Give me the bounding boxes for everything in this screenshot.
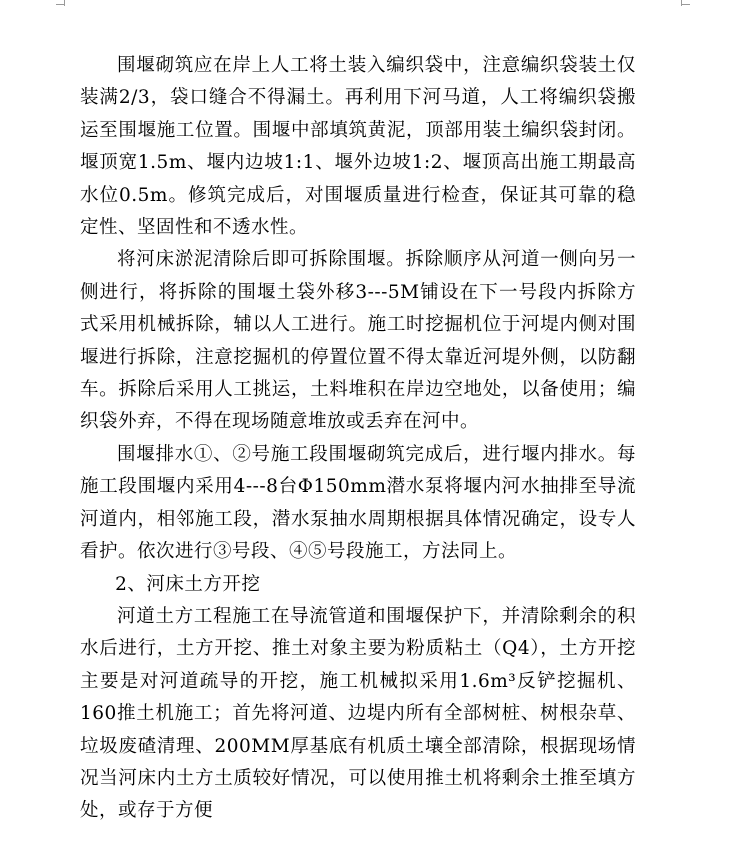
- paragraph-cofferdam-construction: 围堰砌筑应在岸上人工将土装入编织袋中，注意编织袋装土仅装满2/3，袋口缝合不得漏土。再利用下河马道，人工将编织袋搬运至围堰施工位置。围堰中部填筑黄泥，顶部用装土编织袋封闭。堰顶宽1.5m、堰内边坡1:1、堰外边坡1:2、堰顶高出施工期最高水位0.5m。修筑完成后，对围堰质量进行检查，保证其可靠的稳定性、坚固性和不透水性。: [80, 55, 636, 239]
- paragraph-cofferdam-drainage: 围堰排水①、②号施工段围堰砌筑完成后，进行堰内排水。每施工段围堰内采用4---8台Φ150mm潜水泵将堰内河水抽排至导流河道内，相邻施工段，潜水泵抽水周期根据具体情况确定，设专人看护。依次进行③号段、④⑤号段施工，方法同上。: [80, 443, 636, 563]
- paragraph-earthwork: 河道土方工程施工在导流管道和围堰保护下，并清除剩余的积水后进行，土方开挖、推土对象主要为粉质粘土（Q4），土方开挖主要是对河道疏导的开挖，施工机械拟采用1.6m³反铲挖掘机、160推土机施工；首先将河道、边堤内所有全部树桩、树根杂草、垃圾废碴清理、200MM厚基底有机质土壤全部清除，根据现场情况当河床内土方土质较好情况，可以使用推土机将剩余土推至填方处，或存于方便: [80, 605, 636, 822]
- crop-mark-right: [681, 0, 682, 6]
- crop-mark-left-h: [56, 4, 65, 5]
- crop-mark-right-h: [681, 4, 690, 5]
- section-heading: 2、河床土方开挖: [115, 573, 261, 595]
- document-body: [80, 50, 636, 828]
- paragraph-cofferdam-removal: 将河床淤泥清除后即可拆除围堰。拆除顺序从河道一侧向另一侧进行，将拆除的围堰土袋外移3---5M铺设在下一号段内拆除方式采用机械拆除，辅以人工进行。施工时挖掘机位于河堤内侧对围堰进行拆除，注意挖掘机的停置位置不得太靠近河堤外侧，以防翻车。拆除后采用人工挑运，土料堆积在岸边空地处，以备使用；编织袋外弃，不得在现场随意堆放或丢弃在河中。: [80, 249, 636, 433]
- crop-mark-left: [64, 0, 65, 6]
